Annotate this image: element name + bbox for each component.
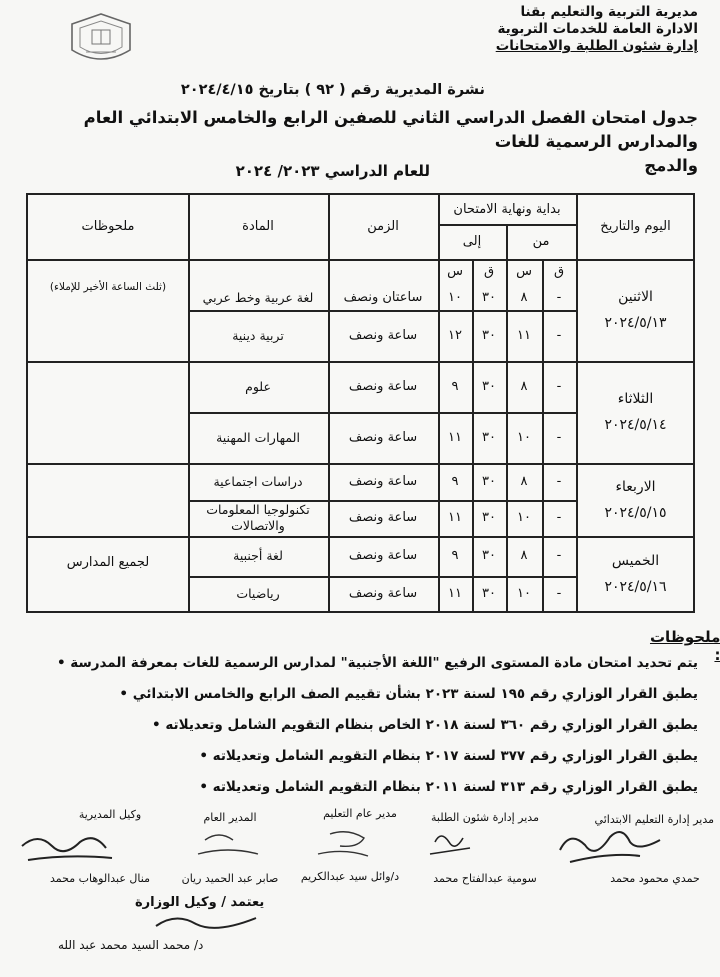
day-date: ٢٠٢٤/٥/١٥ — [604, 504, 667, 521]
day-cell — [576, 361, 695, 463]
row-from-h: ٨ — [520, 473, 528, 489]
signature-name: د/وائل سيد عبدالكريم — [300, 870, 400, 883]
issuer-header — [496, 4, 698, 55]
row-duration: ساعة ونصف — [348, 473, 418, 489]
row-to-m: ٣٠ — [482, 327, 496, 343]
row-from-m: - — [556, 510, 562, 525]
row-to-h: ١٢ — [448, 327, 462, 343]
note-cell: (ثلث الساعة الأخير للإملاء) — [49, 281, 167, 293]
header-duration: الزمن — [367, 219, 399, 234]
row-to-h: ٩ — [451, 473, 459, 489]
title-line-1: جدول امتحان الفصل الدراسي الثاني للصفين الرابع والخامس الابتدائي العام والمدارس الرسمية للغات — [83, 108, 698, 151]
header-notes: ملحوظات — [81, 219, 135, 234]
signature-name: سومية عبدالفتاح محمد — [433, 872, 537, 885]
title-line-2: والدمج — [644, 156, 698, 175]
row-from-m: - — [556, 429, 562, 445]
row-from-m: - — [556, 378, 562, 394]
signature-title: مدير عام التعليم — [323, 807, 397, 820]
row-to-h: ١١ — [448, 510, 462, 525]
academic-year: للعام الدراسي ٢٠٢٣/ ٢٠٢٤ — [235, 162, 430, 180]
row-to-m: ٣٠ — [482, 378, 496, 394]
header-day-date: اليوم والتاريخ — [600, 219, 671, 234]
row-duration: ساعة ونصف — [348, 585, 418, 601]
day-name: الاثنين — [618, 289, 653, 305]
row-from-m: - — [556, 327, 562, 343]
signature-title: المدير العام — [203, 811, 257, 824]
signature-title: مدير إدارة التعليم الابتدائي — [594, 813, 714, 826]
header-subject: المادة — [242, 219, 274, 234]
header-line-3: إدارة شئون الطلبة والامتحانات — [495, 38, 698, 54]
row-to-h: ١١ — [448, 585, 462, 601]
row-to-m: ٣٠ — [482, 429, 496, 445]
note-item: يطبق القرار الوزاري رقم ٣٧٧ لسنة ٢٠١٧ بنظام التقويم الشامل وتعديلاته • — [199, 748, 698, 764]
day-date: ٢٠٢٤/٥/١٤ — [604, 417, 667, 433]
unit-label: س — [516, 264, 532, 279]
row-subject: رياضيات — [236, 585, 280, 601]
signature-title: مدير إدارة شئون الطلبة — [431, 811, 539, 824]
row-subject: دراسات اجتماعية — [213, 473, 303, 489]
row-subject: تربية دينية — [232, 327, 284, 343]
signature-title: وكيل المديرية — [78, 808, 142, 821]
approval-name: د/ محمد السيد محمد عبد الله — [58, 938, 204, 952]
row-subject: علوم — [245, 378, 271, 394]
day-name: الثلاثاء — [617, 391, 654, 407]
header-line-1: مديرية التربية والتعليم بقنا — [520, 4, 698, 20]
row-subject: تكنولوجيا المعلومات والاتصالات — [206, 502, 310, 533]
row-duration: ساعة ونصف — [348, 429, 418, 445]
header-from: من — [532, 233, 550, 249]
header-to: إلى — [462, 233, 482, 249]
row-from-m: - — [556, 585, 562, 601]
bulletin-number: نشرة المديرية رقم ( ٩٢ ) بتاريخ ٢٠٢٤/٤/١٥ — [180, 82, 485, 98]
header-line-2: الادارة العامة للخدمات التربوية — [497, 21, 698, 37]
note-item: يطبق القرار الوزاري رقم ٣٦٠ لسنة ٢٠١٨ الخاص بنظام التقويم الشامل وتعديلاته • — [151, 717, 698, 733]
row-from-h: ٨ — [520, 378, 528, 394]
notes-title: ملحوظات : — [649, 628, 720, 664]
approval-label: يعتمد / وكيل الوزارة — [135, 895, 265, 910]
day-cell — [576, 259, 695, 361]
ministry-logo-icon — [62, 10, 140, 68]
row-from-h: ٨ — [520, 548, 528, 563]
note-item: يطبق القرار الوزاري رقم ٣١٣ لسنة ٢٠١١ بنظام التقويم الشامل وتعديلاته • — [199, 779, 698, 795]
header-start-end: بداية ونهاية الامتحان — [453, 201, 561, 217]
row-to-h: ١١ — [448, 429, 462, 445]
row-from-m: - — [556, 548, 562, 563]
row-from-h: ١١ — [517, 327, 531, 343]
signature-name: صابر عبد الحميد ريان — [181, 872, 279, 885]
row-from-m: - — [556, 289, 562, 305]
row-duration: ساعة ونصف — [348, 378, 418, 394]
exam-schedule-table — [26, 193, 695, 613]
row-from-h: ٨ — [520, 289, 528, 305]
unit-label: ق — [553, 264, 565, 279]
unit-label: ق — [483, 264, 495, 279]
row-from-h: ١٠ — [517, 585, 531, 601]
row-duration: ساعة ونصف — [348, 510, 418, 525]
row-to-m: ٣٠ — [482, 548, 496, 563]
row-subject: لغة أجنبية — [233, 548, 283, 563]
signature-name: منال عبدالوهاب محمد — [50, 872, 150, 885]
approval-signature-icon — [150, 908, 270, 938]
day-name: الخميس — [611, 552, 660, 569]
row-to-h: ٩ — [451, 548, 459, 563]
signature-name: حمدي محمود محمد — [610, 872, 700, 885]
row-to-m: ٣٠ — [482, 585, 496, 601]
row-to-m: ٣٠ — [482, 289, 496, 305]
row-to-h: ٩ — [451, 378, 459, 394]
row-from-m: - — [556, 473, 562, 489]
day-cell — [576, 463, 695, 536]
row-to-m: ٣٠ — [482, 473, 496, 489]
day-name: الاربعاء — [615, 478, 656, 495]
row-duration: ساعة ونصف — [348, 327, 418, 343]
day-date: ٢٠٢٤/٥/١٣ — [604, 315, 667, 331]
row-duration: ساعة ونصف — [348, 548, 418, 563]
note-cell: لجميع المدارس — [66, 555, 150, 570]
unit-label: س — [447, 264, 463, 279]
day-cell — [576, 536, 695, 611]
row-to-m: ٣٠ — [482, 510, 496, 525]
note-item: يطبق القرار الوزاري رقم ١٩٥ لسنة ٢٠٢٣ بشأن تقييم الصف الرابع والخامس الابتدائي • — [119, 686, 698, 702]
row-subject: لغة عربية وخط عربي — [202, 289, 314, 305]
day-date: ٢٠٢٤/٥/١٦ — [604, 578, 667, 595]
row-subject: المهارات المهنية — [216, 429, 300, 445]
row-to-h: ١٠ — [448, 289, 462, 305]
row-from-h: ١٠ — [517, 429, 531, 445]
row-duration: ساعتان ونصف — [343, 289, 423, 305]
note-item: يتم تحديد امتحان مادة المستوى الرفيع "اللغة الأجنبية" لمدارس الرسمية للغات بمعرفة المدرسة • — [56, 655, 698, 671]
row-from-h: ١٠ — [517, 510, 531, 525]
